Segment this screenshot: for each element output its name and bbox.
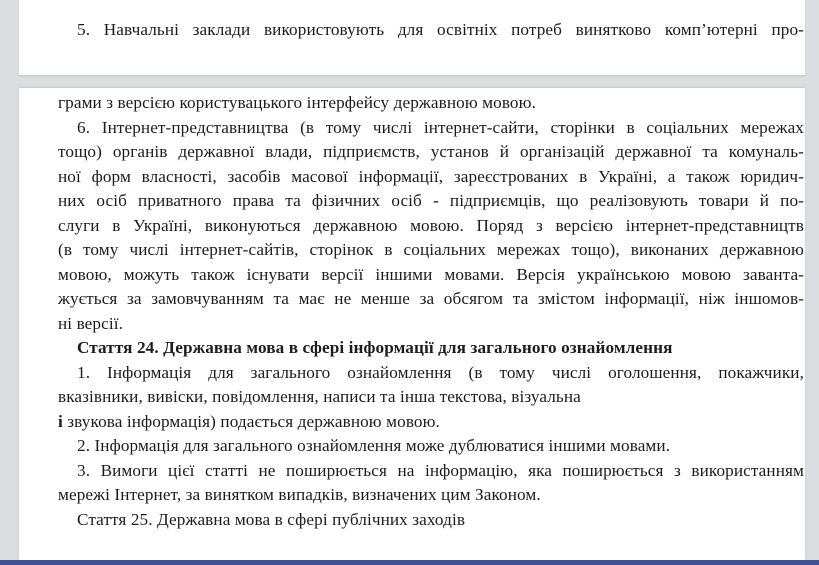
- bold-letter: і: [58, 411, 63, 431]
- paragraph-line: мережі Інтернет, за винятком випадків, визначених цим Законом.: [58, 485, 541, 504]
- article-heading: Стаття 24. Державна мова в сфері інформації для загального ознайомлення: [77, 338, 673, 357]
- viewer-bottom-bar: [0, 560, 819, 565]
- paragraph-line: тощо) органів державної влади, підприємств, установ й організацій державної та комуналь-: [58, 142, 804, 161]
- document-page-current: [19, 88, 805, 560]
- page-text-block: [58, 91, 804, 532]
- paragraph-line: грами з версією користувацького інтерфейсу державною мовою.: [58, 93, 536, 112]
- paragraph-line: жується за замовчуванням та має не менше за обсягом та змістом інформації, ніж іншомов-: [58, 289, 804, 308]
- document-page-previous: [19, 0, 805, 75]
- paragraph-line: 1. Інформація для загального ознайомлення (в тому числі оголошення, покажчики,: [77, 362, 804, 382]
- paragraph-line: (в тому числі інтернет-сайтів, сторінок в соціальних мережах тощо), виконаних державною: [58, 240, 804, 259]
- paragraph-line: слуги в Україні, виконуються державною мовою. Поряд з версією інтернет-представництв: [58, 215, 804, 235]
- article-heading: Стаття 25. Державна мова в сфері публічних заходів: [77, 509, 466, 529]
- paragraph-line-rest: звукова інформація) подається державною мовою.: [62, 411, 440, 431]
- paragraph-line: вказівники, вивіски, повідомлення, написи та інша текстова, візуальна: [58, 387, 581, 406]
- paragraph-line: 3. Вимоги цієї статті не поширюється на інформацію, яка поширюється з використанням: [77, 460, 804, 480]
- paragraph-line: ні версії.: [58, 313, 123, 333]
- paragraph-line: них осіб приватного права та фізичних осіб - підприємців, що реалізовують товари й по-: [58, 191, 804, 210]
- paragraph-line: 2. Інформація для загального ознайомлення може дублюватися іншими мовами.: [77, 436, 671, 455]
- page-text-block: [58, 18, 804, 43]
- paragraph-line: ної форм власності, засобів масової інформації, зареєстрованих в Україні, а також юридич-: [58, 166, 804, 186]
- paragraph-line: 6. Інтернет-представництва (в тому числі інтернет-сайти, сторінки в соціальних мережах: [77, 117, 804, 137]
- paragraph-line: [58, 410, 804, 435]
- paragraph-line: мовою, можуть також існувати версії іншими мовами. Версія українською мовою заванта-: [58, 264, 804, 284]
- paragraph-line: 5. Навчальні заклади використовують для освітніх потреб винятково комп’ютерні про-: [77, 20, 804, 39]
